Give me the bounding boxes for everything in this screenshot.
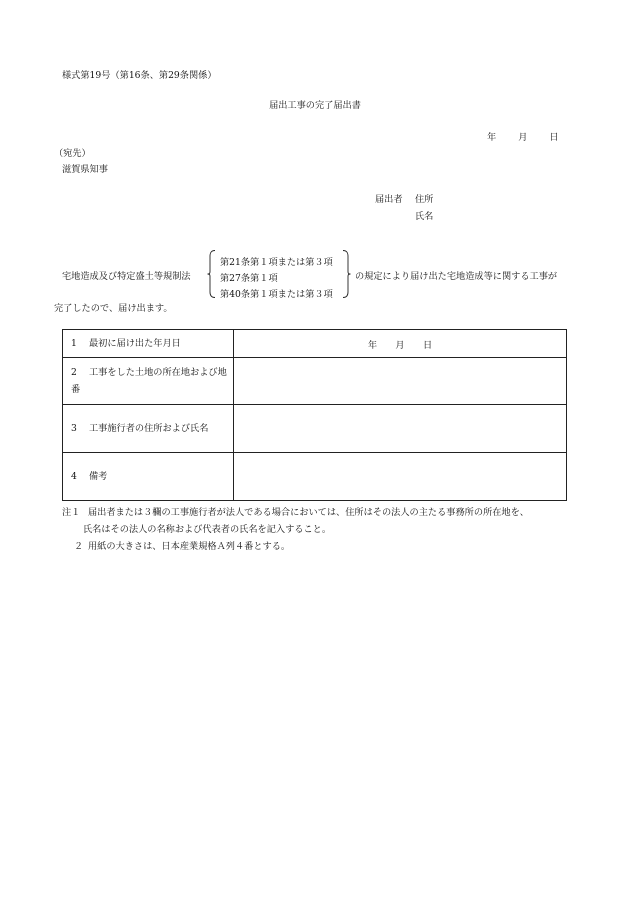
left-brace (207, 250, 216, 298)
right-brace (342, 250, 351, 298)
clause-item: 第27条第１項 (220, 273, 278, 284)
row-label (63, 330, 234, 358)
row-label-text: 最初に届け出た年月日 (89, 338, 181, 349)
row-number: 4 (71, 471, 77, 482)
applicant-label: 届出者 (375, 194, 403, 205)
site-location-field[interactable] (234, 358, 567, 405)
row-number: 1 (71, 338, 77, 349)
clause-item: 第40条第１項または第３項 (220, 289, 333, 300)
date-month: 月 (518, 132, 528, 143)
document-title: 届出工事の完了届出書 (269, 100, 361, 111)
note-1-line-1: 届出者または３欄の工事施行者が法人である場合においては、住所はその法人の主たる事務所の所在地を、 (88, 507, 529, 518)
body-ending: 完了したので、届け出ます。 (54, 303, 173, 314)
note-1-line-2: 氏名はその法人の名称および代表者の氏名を記入すること。 (83, 524, 332, 535)
table-row (63, 330, 567, 358)
applicant-address-label: 住所 (415, 194, 434, 205)
table-row (63, 358, 567, 405)
law-name: 宅地造成及び特定盛土等規制法 (62, 271, 191, 282)
table-row (63, 405, 567, 453)
date-day: 日 (549, 132, 559, 143)
date-line (487, 129, 559, 143)
row-label-text: 備考 (89, 471, 108, 482)
report-table (62, 329, 567, 501)
row-number: 2 (71, 367, 77, 378)
note-1-head: 注１ (62, 507, 81, 518)
row-number: 3 (71, 423, 77, 434)
form-number: 様式第19号（第16条、第29条関係） (62, 70, 217, 81)
row-label (63, 405, 234, 453)
note-2-head: ２ (74, 541, 84, 552)
remarks-field[interactable] (234, 453, 567, 501)
first-filing-date-field[interactable]: 年 月 日 (234, 330, 567, 358)
clause-item: 第21条第１項または第３項 (220, 257, 333, 268)
addressee: 滋賀県知事 (62, 164, 108, 175)
note-2 (74, 538, 290, 552)
table-row (63, 453, 567, 501)
note-2-text: 用紙の大きさは、日本産業規格Ａ列４番とする。 (88, 541, 291, 552)
row-label (63, 358, 234, 405)
applicant-name-label: 氏名 (415, 211, 434, 222)
note-1 (62, 504, 529, 518)
contractor-field[interactable] (234, 405, 567, 453)
row-label-text: 工事施行者の住所および氏名 (89, 423, 209, 434)
addressee-label: （宛先） (54, 148, 91, 159)
row-label-text: 工事をした土地の所在地および地番 (71, 367, 227, 395)
date-year: 年 (487, 132, 497, 143)
body-continuation: の規定により届け出た宅地造成等に関する工事が (355, 271, 558, 282)
row-label (63, 453, 234, 501)
